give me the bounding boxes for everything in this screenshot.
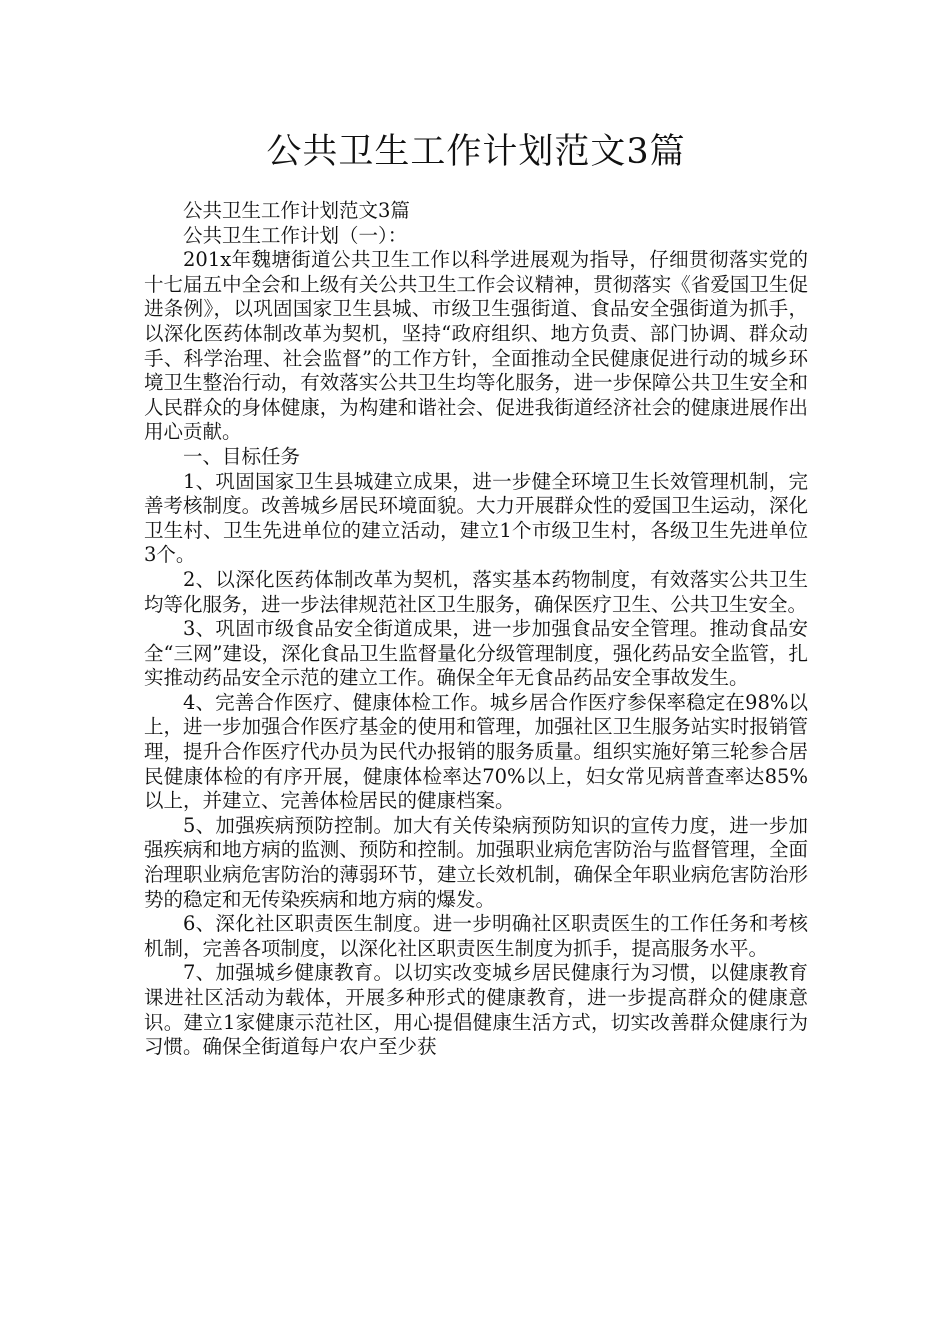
document-title: 公共卫生工作计划范文3篇 — [266, 132, 686, 172]
paragraph-goal-1: 1、巩固国家卫生县城建立成果，进一步健全环境卫生长效管理机制，完善考核制度。改善城乡居民环境面貌。大力开展群众性的爱国卫生运动，深化卫生村、卫生先进单位的建立活动，建立1个市级卫生村，各级卫生先进单位3个。 — [144, 469, 808, 567]
paragraph-goals-heading: 一、目标任务 — [183, 444, 301, 468]
paragraph-goal-7: 7、加强城乡健康教育。以切实改变城乡居民健康行为习惯，以健康教育课进社区活动为载体，开展多种形式的健康教育，进一步提高群众的健康意识。建立1家健康示范社区，用心提倡健康生活方式，切实改善群众健康行为习惯。确保全街道每户农户至少获 — [144, 961, 808, 1059]
paragraph-goal-5: 5、加强疾病预防控制。加大有关传染病预防知识的宣传力度，进一步加强疾病和地方病的监测、预防和控制。加强职业病危害防治与监督管理，全面治理职业病危害防治的薄弱环节，建立长效机制，确保全年职业病危害防治形势的稳定和无传染疾病和地方病的爆发。 — [144, 813, 808, 911]
paragraph-subtitle: 公共卫生工作计划范文3篇 — [183, 199, 410, 222]
document-page — [144, 0, 808, 1060]
paragraph-goal-3: 3、巩固市级食品安全街道成果，进一步加强食品安全管理。推动食品安全“三网”建设，深化食品卫生监督量化分级管理制度，强化药品安全监管，扎实推动药品安全示范的建立工作。确保全年无食品药品安全事故发生。 — [144, 617, 808, 690]
paragraph-goal-4: 4、完善合作医疗、健康体检工作。城乡居合作医疗参保率稳定在98%以上，进一步加强合作医疗基金的使用和管理，加强社区卫生服务站实时报销管理，提升合作医疗代办员为民代办报销的服务质量。组织实施好第三轮参合居民健康体检的有序开展，健康体检率达70%以上，妇女常见病普查率达85%以上，并建立、完善体检居民的健康档案。 — [144, 690, 808, 813]
document-body — [144, 199, 808, 1060]
paragraph-intro: 201x年魏塘街道公共卫生工作以科学进展观为指导，仔细贯彻落实党的十七届五中全会和上级有关公共卫生工作会议精神，贯彻落实《省爱国卫生促进条例》，以巩固国家卫生县城、市级卫生强街道、食品安全强街道为抓手，以深化医药体制改革为契机，坚持“政府组织、地方负责、部门协调、群众动手、科学治理、社会监督”的工作方针，全面推动全民健康促进行动的城乡环境卫生整治行动，有效落实公共卫生均等化服务，进一步保障公共卫生安全和人民群众的身体健康，为构建和谐社会、促进我街道经济社会的健康进展作出用心贡献。 — [144, 248, 808, 444]
paragraph-goal-6: 6、深化社区职责医生制度。进一步明确社区职责医生的工作任务和考核机制，完善各项制度，以深化社区职责医生制度为抓手，提高服务水平。 — [144, 912, 808, 960]
paragraph-goal-2: 2、以深化医药体制改革为契机，落实基本药物制度，有效落实公共卫生均等化服务，进一步法律规范社区卫生服务，确保医疗卫生、公共卫生安全。 — [144, 567, 808, 616]
paragraph-section-heading: 公共卫生工作计划（一）： — [183, 223, 408, 247]
